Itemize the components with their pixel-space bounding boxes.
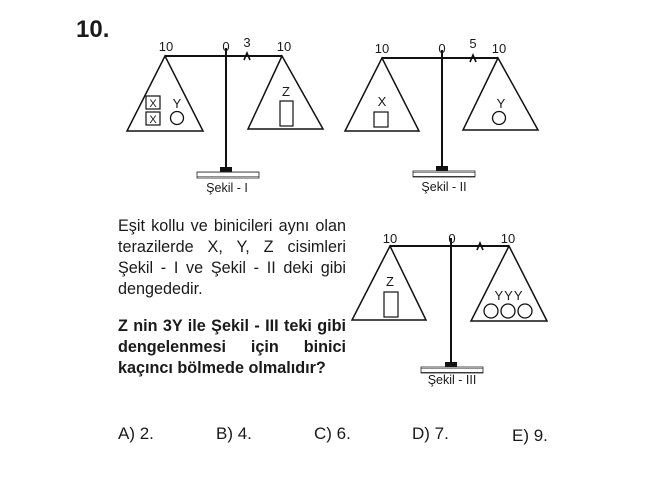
fig1-left-scale: 10 [158,39,174,54]
fig3-center-scale: 0 [448,231,456,246]
fig2-x-label: X [377,94,387,109]
choice-d[interactable]: D) 7. [412,424,449,443]
fig2-center-scale: 0 [438,41,446,56]
fig1-rider-mark: 3 [243,35,251,50]
fig1-x-box-bottom-label: X [149,114,157,126]
figure-2 [345,36,538,194]
figure-3 [352,231,547,387]
question-prompt: Z nin 3Y ile Şekil - III teki gibi dengelenmesi için binici kaçıncı bölmede olmalıdır? [118,317,346,377]
fig3-z-label: Z [386,274,394,289]
choice-c[interactable]: C) 6. [314,424,351,443]
fig3-yyy-label: YYY [494,288,524,303]
fig1-right-scale: 10 [276,39,292,54]
fig2-right-pan [463,58,538,130]
choice-a[interactable]: A) 2. [118,424,154,443]
question-paragraph: Eşit kollu ve binicileri aynı olan terazilerde X, Y, Z cisimleri Şekil - I ve Şekil - II deki gibi dengededir. [118,217,346,298]
fig1-center-scale: 0 [222,39,230,54]
fig1-caption: Şekil - I [206,181,248,195]
fig1-z-label: Z [282,84,290,99]
fig2-right-scale: 10 [491,41,507,56]
fig2-base-block [436,166,448,171]
fig1-left-pan [127,56,203,131]
fig3-caption: Şekil - III [427,373,477,387]
fig2-rider-mark: 5 [469,36,477,51]
figure-1 [127,35,323,195]
fig2-base [413,171,475,177]
choice-e[interactable]: E) 9. [512,426,548,445]
fig3-left-scale: 10 [382,231,398,246]
fig1-base-block [220,167,232,172]
question-number: 10. [76,16,110,43]
fig2-caption: Şekil - II [421,180,467,194]
fig3-right-pan [471,246,547,321]
fig2-y-label: Y [496,96,506,111]
fig1-y-label: Y [172,96,182,111]
fig3-base-block [445,362,457,367]
fig1-x-box-top-label: X [149,98,157,110]
fig2-left-scale: 10 [374,41,390,56]
fig1-base [197,172,259,178]
fig3-right-scale: 10 [500,231,516,246]
choice-b[interactable]: B) 4. [216,424,252,443]
